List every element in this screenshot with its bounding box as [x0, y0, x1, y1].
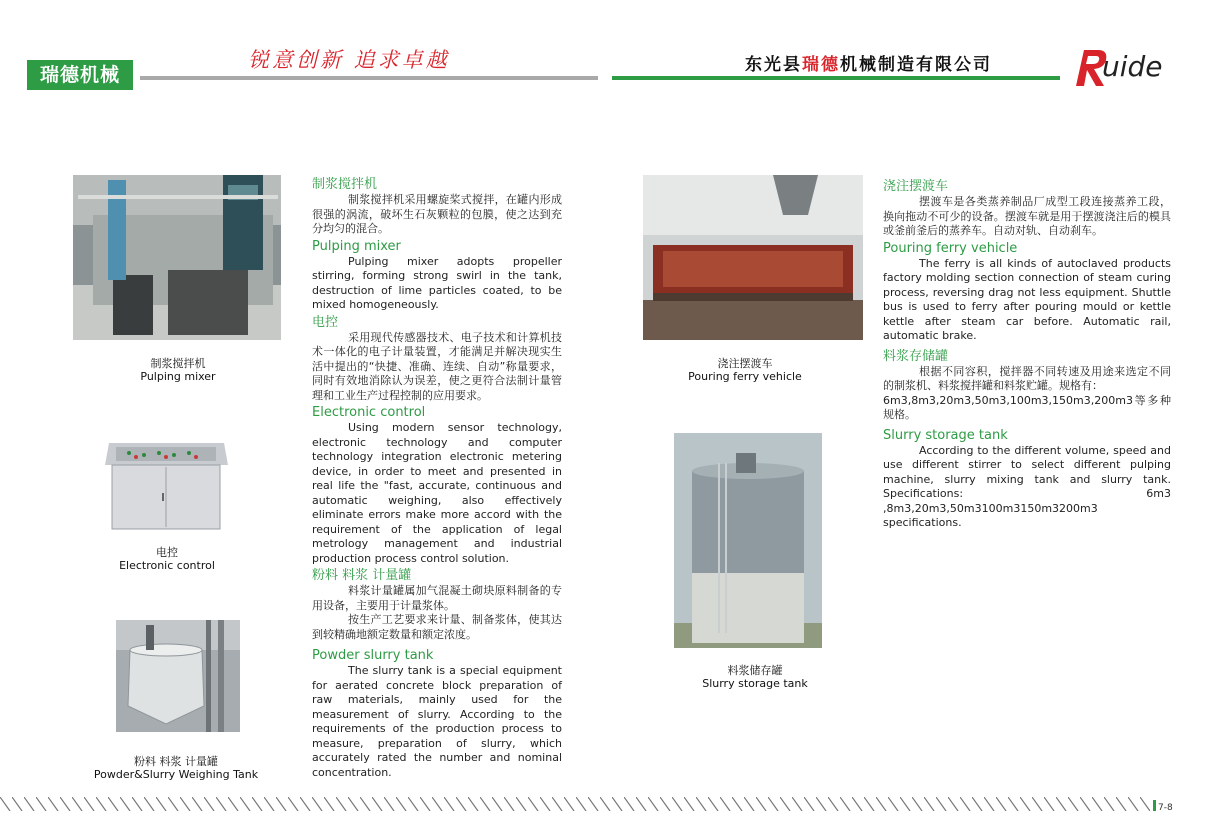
footer-hatch-band	[0, 797, 1150, 811]
section-title-cn: 粉料 料浆 计量罐	[312, 568, 412, 583]
electronic-control-photo	[104, 433, 229, 533]
brand-badge: 瑞德机械	[27, 60, 133, 90]
powder-slurry-tank-photo	[116, 620, 240, 732]
section-body-en: According to the different volume, speed and use different stirrer to select different pulping machine, slurry mixing tank and slurry tank. Specifications: 6m3 ,8m3,20m3,50m3100m3150m3200m3 specifications.	[883, 443, 1171, 529]
section-title-en: Pouring ferry vehicle	[883, 240, 1018, 256]
section-body-en: The ferry is all kinds of autoclaved products factory molding section connection of steam curing process, reversing drag not less equipment. Shuttle bus is used to ferry after pouring mould or kettle kettle after steam car before. Automatic rail, automatic brake.	[883, 256, 1171, 342]
powder-slurry-tank-caption: 粉料 料浆 计量罐 Powder&Slurry Weighing Tank	[93, 755, 259, 781]
company-name: 东光县瑞德机械制造有限公司	[745, 55, 992, 75]
section-body-en: Pulping mixer adopts propeller stirring, forming strong swirl in the tank, destruction of lime particles coated, to be mixed homogeneously.	[312, 254, 562, 311]
section-title-en: Pulping mixer	[312, 238, 401, 254]
section-title-en: Electronic control	[312, 405, 426, 420]
section-title-en: Powder slurry tank	[312, 648, 434, 663]
header-rule-right	[612, 76, 1060, 80]
company-logo	[1074, 44, 1174, 89]
section-body-cn: 按生产工艺要求来计量、制备浆体，使其达到较精确地额定数量和额定浓度。	[312, 613, 562, 641]
pouring-ferry-photo	[643, 175, 863, 340]
section-body-cn: 6m3,8m3,20m3,50m3,100m3,150m3,200m3等多种规格。	[883, 393, 1171, 421]
section-body-cn: 料浆计量罐属加气混凝土砌块原料制备的专用设备，主要用于计量浆体。	[312, 584, 562, 612]
slurry-storage-caption: 料浆储存罐 Slurry storage tank	[702, 664, 808, 690]
left-text-column	[312, 175, 562, 780]
electronic-control-caption: 电控 Electronic control	[119, 546, 215, 572]
section-body-cn: 采用现代传感器技术、电子技术和计算机技术一体化的电子计量装置，才能满足并解决现实生活中提出的“快捷、准确、连续、自动”称量要求，同时有效地消除认为误差，使之更符合法制计量管理和工业生产过程控制的应用要求。	[312, 330, 562, 402]
slogan: 锐意创新 追求卓越	[248, 48, 450, 72]
page-number: 7-8	[1158, 803, 1173, 813]
page-number-marker	[1153, 800, 1156, 811]
section-title-en: Slurry storage tank	[883, 427, 1008, 443]
section-title-cn: 电控	[312, 314, 339, 330]
right-text-column	[883, 177, 1171, 531]
section-title-cn: 制浆搅拌机	[312, 177, 378, 192]
section-title-cn: 浇注摆渡车	[883, 179, 949, 194]
slurry-storage-photo	[674, 433, 822, 648]
pouring-ferry-caption: 浇注摆渡车 Pouring ferry vehicle	[688, 357, 802, 383]
section-body-en: The slurry tank is a special equipment for aerated concrete block preparation of raw materials, mainly used for the measurement of slurry. According to the requirements of the production process to measure, preparation of slurry, which accurately rated the number and nominal concentration.	[312, 664, 562, 779]
section-body-cn: 摆渡车是各类蒸养制品厂成型工段连接蒸养工段，换向拖动不可少的设备。摆渡车就是用于摆渡浇注后的模具或釜前釜后的蒸养车。自动对轨、自动刹车。	[883, 195, 1171, 237]
pulping-mixer-caption: 制浆搅拌机 Pulping mixer	[140, 357, 216, 383]
section-title-cn: 料浆存储罐	[883, 348, 949, 364]
logo-text: uide	[1102, 50, 1163, 83]
section-body-cn: 根据不同容积，搅拌器不同转速及用途来选定不同的制浆机、料浆搅拌罐和料浆贮罐。规格有：	[883, 364, 1171, 392]
pulping-mixer-photo	[73, 175, 281, 340]
section-body-en: Using modern sensor technology, electronic technology and computer technology integration electronic metering device, in order to meet and presented in real life the "fast, accurate, continuous and automatic weighing, also effectively eliminate errors make more accord with the requirement of the application of legal metrology management and industrial production process control solution.	[312, 421, 562, 565]
section-body-cn: 制浆搅拌机采用螺旋桨式搅拌，在罐内形成很强的涡流，破坏生石灰颗粒的包膜，使之达到充分均匀的混合。	[312, 193, 562, 235]
header-rule-left	[140, 76, 598, 80]
